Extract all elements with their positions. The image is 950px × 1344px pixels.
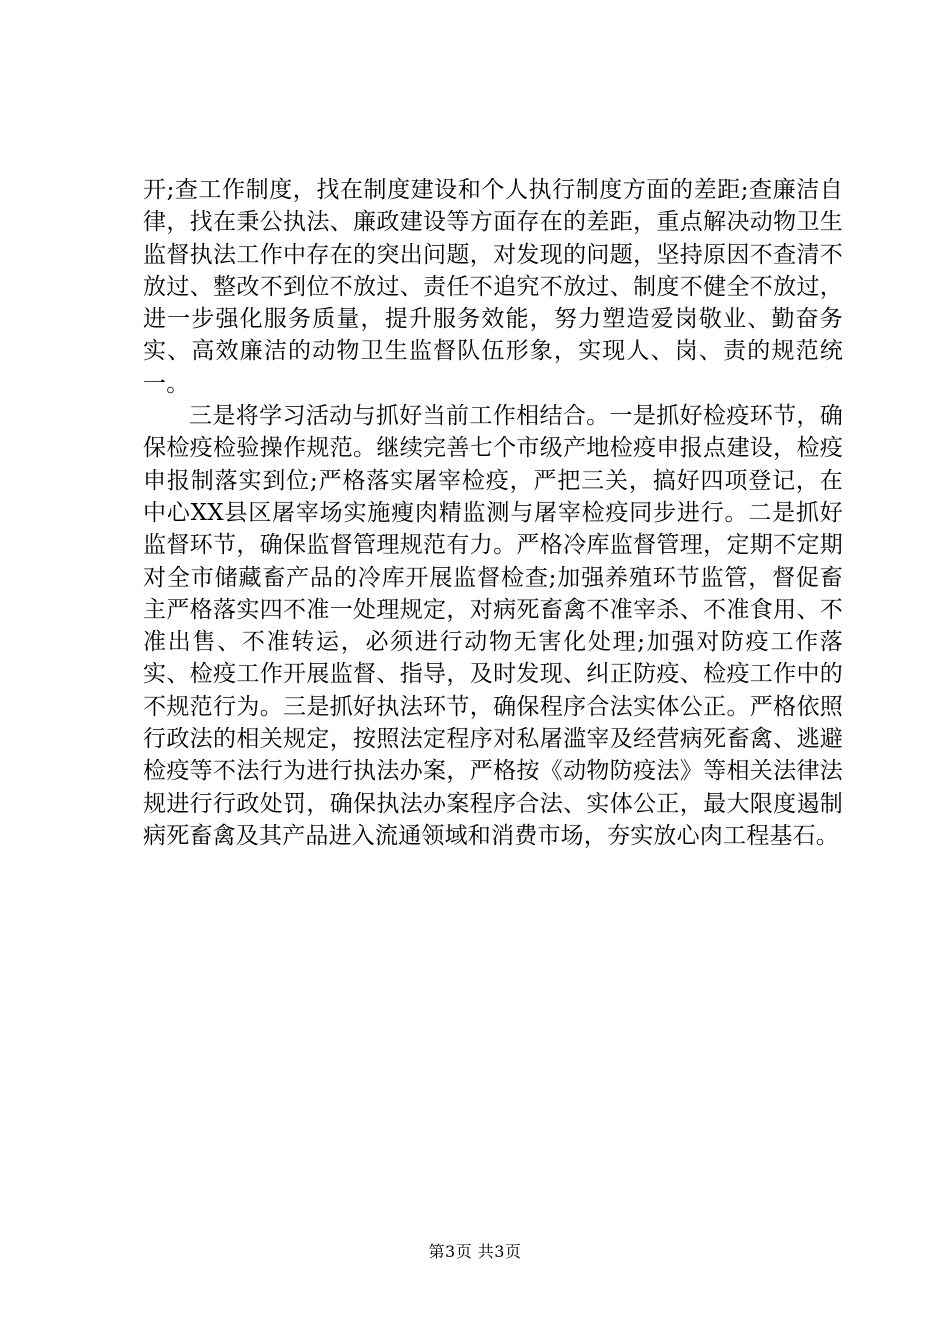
document-body [143, 174, 843, 852]
page-footer: 第3页 共3页 [428, 1242, 522, 1261]
paragraph-2: 三是将学习活动与抓好当前工作相结合。一是抓好检疫环节，确保检疫检验操作规范。继续完善七个市级产地检疫申报点建设，检疫申报制落实到位;严格落实屠宰检疫，严把三关，搞好四项登记，在中心XX县区屠宰场实施瘦肉精监测与屠宰检疫同步进行。二是抓好监督环节，确保监督管理规范有力。严格冷库监督管理，定期不定期对全市储藏畜产品的冷库开展监督检查;加强养殖环节监管，督促畜主严格落实四不准一处理规定，对病死畜禽不准宰杀、不准食用、不准出售、不准转运，必须进行动物无害化处理;加强对防疫工作落实、检疫工作开展监督、指导，及时发现、纠正防疫、检疫工作中的不规范行为。三是抓好执法环节，确保程序合法实体公正。严格依照行政法的相关规定，按照法定程序对私屠滥宰及经营病死畜禽、逃避检疫等不法行为进行执法办案，严格按《动物防疫法》等相关法律法规进行行政处罚，确保执法办案程序合法、实体公正，最大限度遏制病死畜禽及其产品进入流通领域和消费市场，夯实放心肉工程基石。 [143, 403, 843, 849]
paragraph-1: 开;查工作制度，找在制度建设和个人执行制度方面的差距;查廉洁自律，找在秉公执法、廉政建设等方面存在的差距，重点解决动物卫生监督执法工作中存在的突出问题，对发现的问题，坚持原因不查清不放过、整改不到位不放过、责任不追究不放过、制度不健全不放过，进一步强化服务质量，提升服务效能，努力塑造爱岗敬业、勤奋务实、高效廉洁的动物卫生监督队伍形象，实现人、岗、责的规范统一。 [143, 177, 843, 397]
